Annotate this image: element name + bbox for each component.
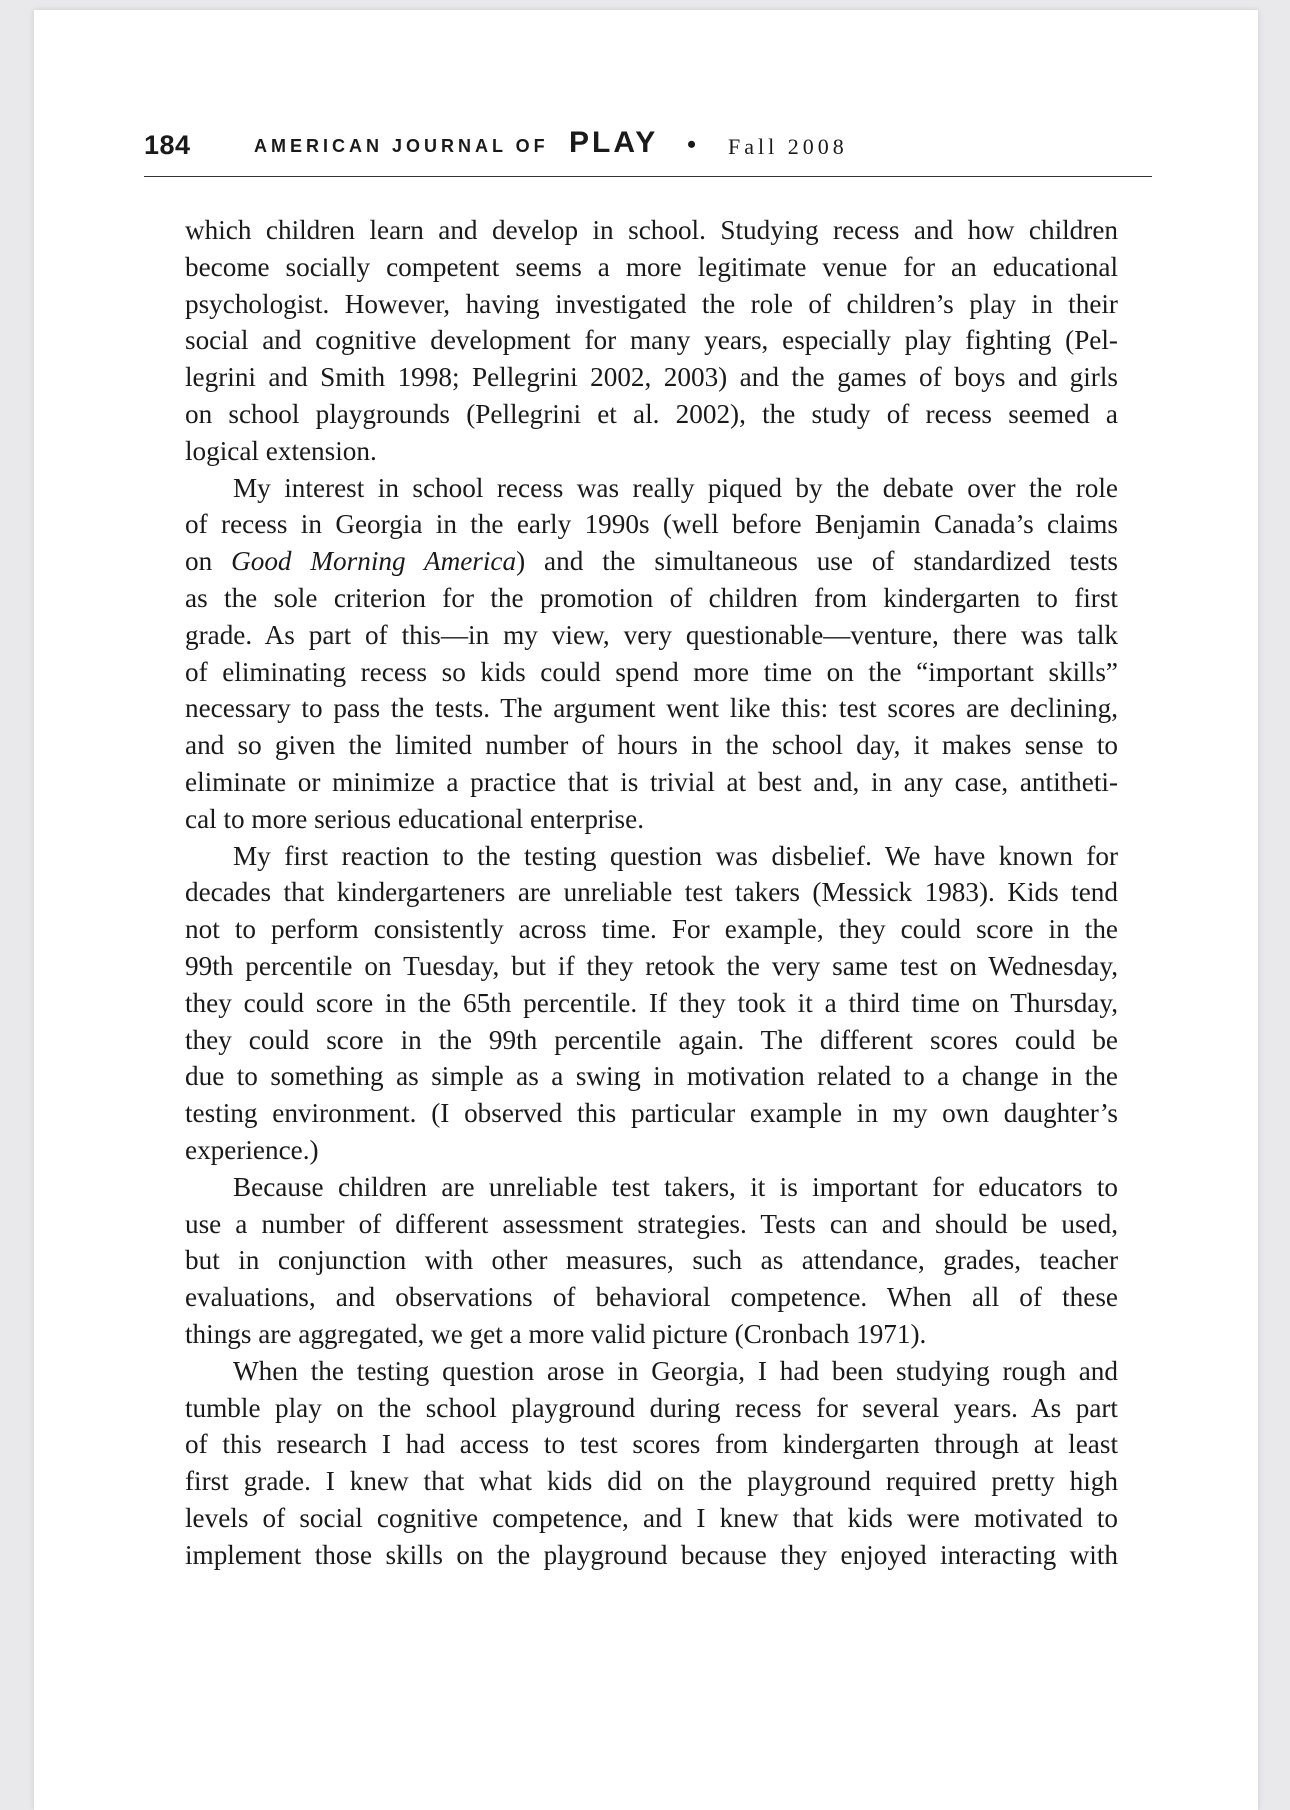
text-line: they could score in the 99th percentile again. The different scores could be <box>185 1024 1118 1055</box>
header-separator: • <box>687 130 697 159</box>
text-line: experience.) <box>185 1134 319 1165</box>
text-line: My interest in school recess was really piqued by the debate over the role <box>233 472 1118 503</box>
journal-name: AMERICAN JOURNAL OF <box>254 136 549 156</box>
text-line: they could score in the 65th percentile. If they took it a third time on Thursday, <box>185 987 1118 1018</box>
text-line: My first reaction to the testing question was disbelief. We have known for <box>233 840 1118 871</box>
text-line: testing environment. (I observed this particular example in my own daughter’s <box>185 1098 1118 1129</box>
text-line: of eliminating recess so kids could spend more time on the “important skills” <box>185 656 1118 687</box>
text-line: legrini and Smith 1998; Pellegrini 2002, 2003) and the games of boys and girls <box>185 362 1118 393</box>
text-line: first grade. I knew that what kids did on the playground required pretty high <box>185 1466 1118 1497</box>
text-line: on school playgrounds (Pellegrini et al. 2002), the study of recess seemed a <box>185 398 1118 429</box>
text-line: which children learn and develop in school. Studying recess and how children <box>185 215 1118 245</box>
text-line: grade. As part of this—in my view, very questionable—venture, there was talk <box>185 619 1118 650</box>
text-line: tumble play on the school playground during recess for several years. As part <box>185 1392 1118 1423</box>
text-line-mixed <box>185 543 1118 580</box>
text-segment: ) and the simultaneous use of standardized tests <box>516 546 1119 577</box>
text-line: and so given the limited number of hours in the school day, it makes sense to <box>185 730 1118 761</box>
page-number: 184 <box>144 130 191 160</box>
body-text <box>185 212 1118 1573</box>
text-line: eliminate or minimize a practice that is trivial at best and, in any case, antitheti- <box>185 766 1118 797</box>
text-line: implement those skills on the playground because they enjoyed interacting with <box>185 1539 1118 1570</box>
text-line: of this research I had access to test scores from kindergarten through at least <box>185 1429 1118 1460</box>
text-line: levels of social cognitive competence, and I knew that kids were motivated to <box>185 1502 1118 1533</box>
text-segment: on <box>185 546 232 577</box>
text-line: become socially competent seems a more legitimate venue for an educational <box>185 251 1118 282</box>
text-line: as the sole criterion for the promotion of children from kindergarten to first <box>185 582 1118 613</box>
text-line: due to something as simple as a swing in motivation related to a change in the <box>185 1061 1118 1092</box>
text-line: use a number of different assessment strategies. Tests can and should be used, <box>185 1208 1118 1239</box>
text-line: When the testing question arose in Georgia, I had been studying rough and <box>233 1355 1118 1386</box>
running-head <box>144 126 1152 177</box>
text-line: decades that kindergarteners are unreliable test takers (Messick 1983). Kids tend <box>185 877 1118 908</box>
text-line: social and cognitive development for many years, especially play fighting (Pel- <box>185 325 1118 356</box>
text-line: Because children are unreliable test takers, it is important for educators to <box>233 1171 1118 1202</box>
text-line: but in conjunction with other measures, such as attendance, grades, teacher <box>185 1245 1118 1276</box>
italic-title: Good Morning America <box>231 546 517 577</box>
text-line: necessary to pass the tests. The argument went like this: test scores are declining, <box>185 693 1118 724</box>
text-line: psychologist. However, having investigated the role of children’s play in their <box>185 288 1118 319</box>
text-line: things are aggregated, we get a more valid picture (Cronbach 1971). <box>185 1318 927 1349</box>
text-line: 99th percentile on Tuesday, but if they retook the very same test on Wednesday, <box>185 950 1118 981</box>
text-line: evaluations, and observations of behavioral competence. When all of these <box>185 1282 1118 1313</box>
text-line: logical extension. <box>185 435 377 466</box>
journal-name-play: PLAY <box>569 126 659 159</box>
text-line: of recess in Georgia in the early 1990s (well before Benjamin Canada’s claims <box>185 509 1118 540</box>
text-line: not to perform consistently across time. For example, they could score in the <box>185 914 1118 945</box>
text-line: cal to more serious educational enterprise. <box>185 803 644 834</box>
issue-label: Fall 2008 <box>728 134 848 159</box>
